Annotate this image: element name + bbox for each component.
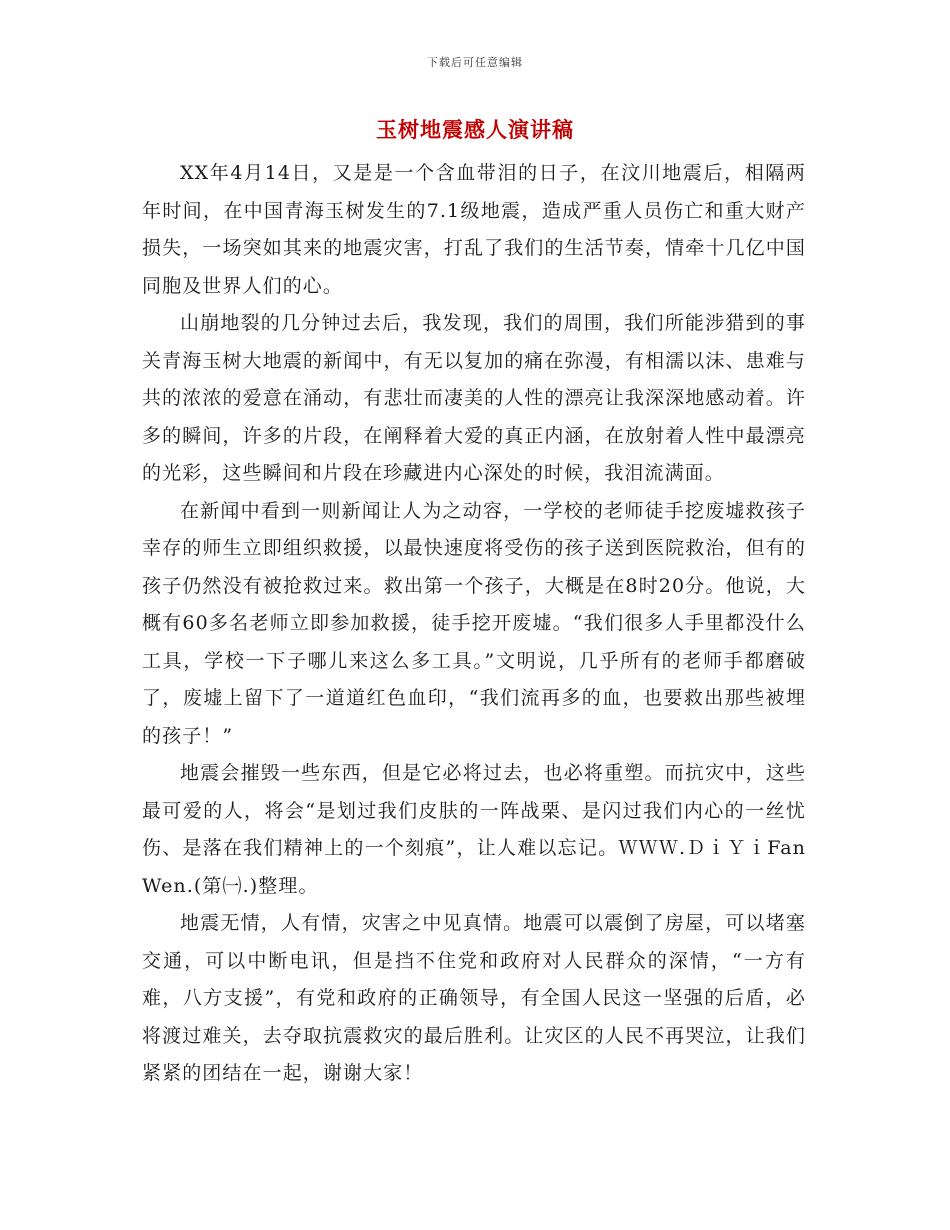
paragraph-4: 地震会摧毁一些东西，但是它必将过去，也必将重塑。而抗灾中，这些最可爱的人，将会“是划过我们皮肤的一阵战栗、是闪过我们内心的一丝忧伤、是落在我们精神上的一个刻痕”，让人难以忘记。ＷＷＷ.ＤｉＹｉFanWen.(第㈠.)整理。 [142,762,806,897]
page-title: 玉树地震感人演讲稿 [376,117,574,142]
paragraph-3: 在新闻中看到一则新闻让人为之动容，一学校的老师徒手挖废墟救孩子幸存的师生立即组织救援，以最快速度将受伤的孩子送到医院救治，但有的孩子仍然没有被抢救过来。救出第一个孩子，大概是在8时20分。他说，大概有60多名老师立即参加救援，徒手挖开废墟。“我们很多人手里都没什么工具，学校一下子哪儿来这么多工具。”文明说，几乎所有的老师手都磨破了，废墟上留下了一道道红色血印，“我们流再多的血，也要救出那些被埋的孩子！” [142,499,806,747]
paragraph-5: 地震无情，人有情，灾害之中见真情。地震可以震倒了房屋，可以堵塞交通，可以中断电讯，但是挡不住党和政府对人民群众的深情，“一方有难，八方支援”，有党和政府的正确领导，有全国人民这一坚强的后盾，必将渡过难关，去夺取抗震救灾的最后胜利。让灾区的人民不再哭泣，让我们紧紧的团结在一起，谢谢大家！ [142,912,806,1084]
document-body [142,155,806,1093]
paragraph-1: XX年4月14日，又是是一个含血带泪的日子，在汶川地震后，相隔两年时间，在中国青海玉树发生的7.1级地震，造成严重人员伤亡和重大财产损失，一场突如其来的地震灾害，打乱了我们的生活节奏，情牵十几亿中国同胞及世界人们的心。 [142,162,806,297]
paragraph-2: 山崩地裂的几分钟过去后，我发现，我们的周围，我们所能涉猎到的事关青海玉树大地震的新闻中，有无以复加的痛在弥漫，有相濡以沫、患难与共的浓浓的爱意在涌动，有悲壮而凄美的人性的漂亮让我深深地感动着。许多的瞬间，许多的片段，在阐释着大爱的真正内涵，在放射着人性中最漂亮的光彩，这些瞬间和片段在珍藏进内心深处的时候，我泪流满面。 [142,312,806,484]
header-note: 下载后可任意编辑 [427,56,523,69]
